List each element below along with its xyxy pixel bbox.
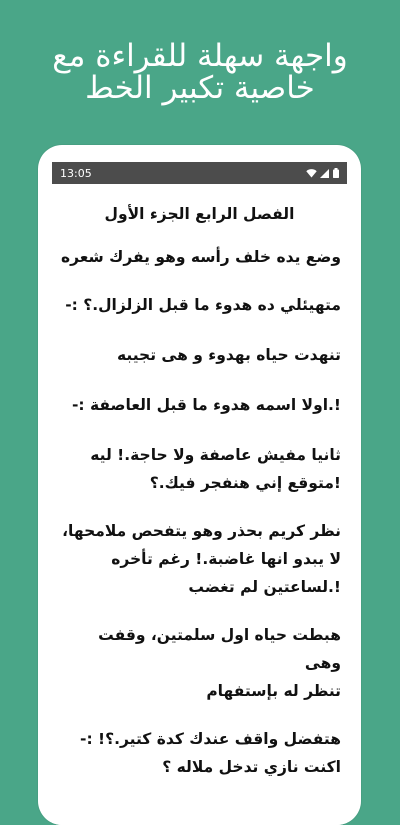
paragraph-8: هتفضل واقف عندك كدة كتير.؟! :- اكنت نازي تدخل ملاله ؟ [80, 730, 341, 776]
status-icons [306, 168, 339, 178]
status-time: 13:05 [60, 166, 92, 180]
battery-icon [333, 168, 339, 178]
bottom-bar [52, 805, 347, 813]
reader-content[interactable] [52, 184, 347, 825]
wifi-icon [306, 169, 316, 177]
promo-title [0, 40, 400, 104]
chapter-title: الفصل الرابع الجزء الأول [104, 205, 295, 223]
paragraph-2: متهيئلي ده هدوء ما قبل الزلزال.؟ :- [65, 296, 341, 314]
paragraph-5: ثانيا مفيش عاصفة ولا حاجة.! ليه !متوقع إني هنفجر فيك.؟ [90, 446, 341, 492]
paragraph-4: !.اولا اسمه هدوء ما قبل العاصفة :- [71, 396, 341, 414]
paragraph-3: تنهدت حياه بهدوء و هى تجيبه [116, 346, 341, 364]
promo-title-line1: واجهة سهلة للقراءة مع [52, 38, 348, 74]
status-bar [52, 162, 347, 184]
paragraph-1: وضع يده خلف رأسه وهو يفرك شعره [60, 248, 341, 266]
promo-title-line2: خاصية تكبير الخط [85, 70, 315, 106]
paragraph-7: هبطت حياه اول سلمتين، وقفت وهى تنظر له بإستفهام [98, 626, 341, 700]
signal-icon [320, 169, 329, 178]
paragraph-6: نظر كريم بحذر وهو يتفحص ملامحها، لا يبدو انها غاضبة.! رغم تأخره !.لساعتين لم تغضب [62, 522, 341, 596]
phone-mockup [38, 145, 361, 825]
